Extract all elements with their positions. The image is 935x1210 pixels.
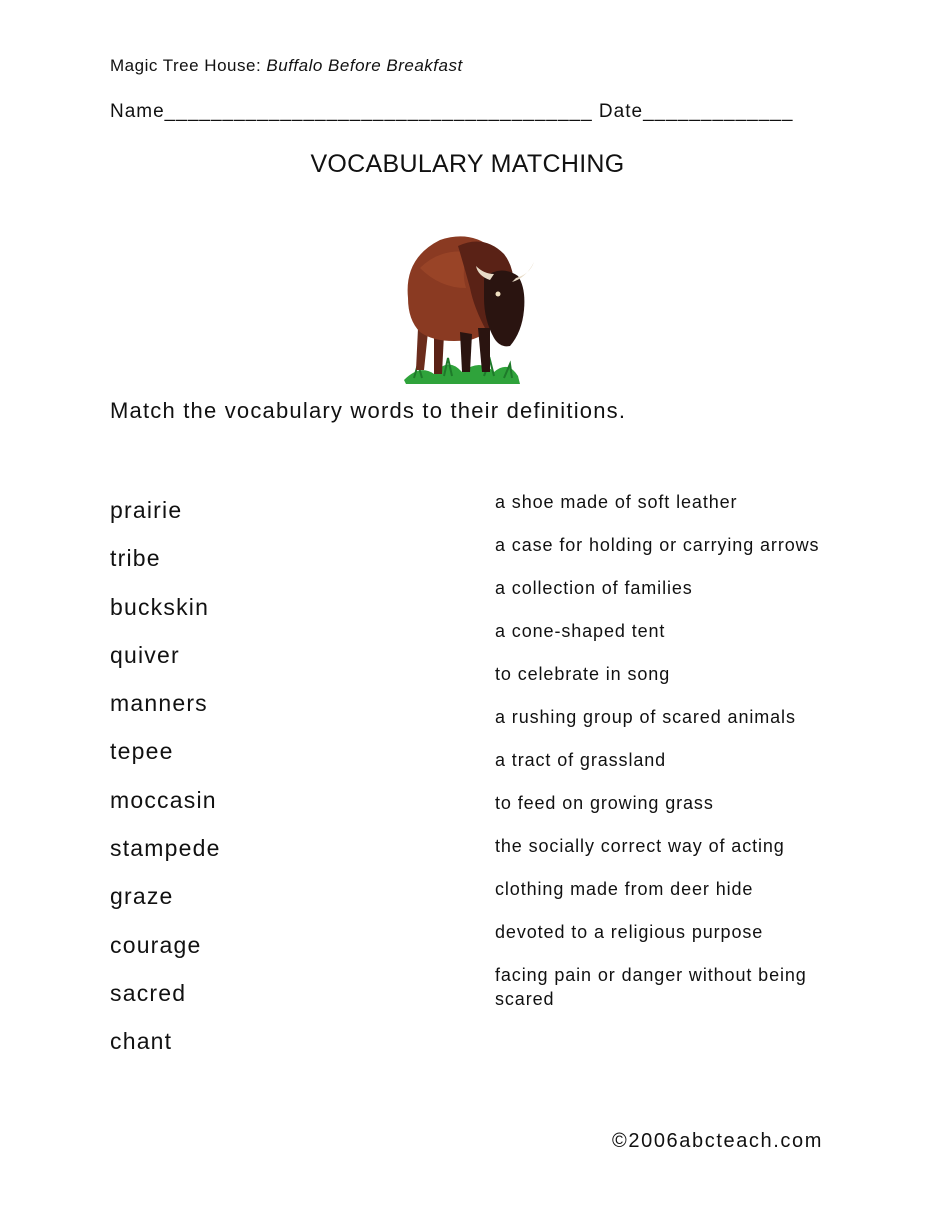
vocab-word: buckskin (110, 593, 210, 620)
vocab-word: prairie (110, 497, 183, 523)
vocab-word: manners (110, 690, 208, 717)
worksheet-header (110, 56, 463, 76)
vocab-word: courage (110, 931, 202, 958)
page-title: VOCABULARY MATCHING (310, 150, 625, 178)
header-prefix: Magic Tree House: (110, 56, 267, 75)
book-title: Buffalo Before Breakfast (266, 56, 463, 75)
vocab-word: stampede (110, 835, 221, 862)
vocab-word: chant (110, 1028, 173, 1055)
definition: the socially correct way of acting (495, 836, 785, 856)
instructions: Match the vocabulary words to their definitions. (110, 398, 627, 423)
definition: facing pain or danger without being scared (495, 965, 807, 1009)
definition: a tract of grassland (495, 750, 667, 770)
bison-icon (400, 228, 542, 388)
vocab-word: tribe (110, 545, 161, 572)
definition-list (495, 490, 840, 1011)
vocab-word: quiver (110, 641, 180, 668)
definition: a collection of families (495, 578, 693, 598)
vocabulary-word-list (110, 490, 221, 1070)
definition: to feed on growing grass (495, 793, 714, 813)
definition: to celebrate in song (495, 664, 671, 684)
name-date-line: Name_____________________________________ Date_____________ (110, 101, 794, 122)
definition: a case for holding or carrying arrows (495, 535, 820, 555)
vocab-word: sacred (110, 979, 187, 1006)
vocab-word: moccasin (110, 786, 217, 813)
vocab-word: tepee (110, 738, 174, 765)
definition: a rushing group of scared animals (495, 707, 796, 727)
definition: devoted to a religious purpose (495, 922, 764, 942)
copyright-footer: ©2006abcteach.com (612, 1130, 823, 1152)
definition: clothing made from deer hide (495, 879, 754, 899)
vocab-word: graze (110, 883, 174, 910)
definition: a shoe made of soft leather (495, 492, 738, 512)
definition: a cone-shaped tent (495, 621, 666, 641)
